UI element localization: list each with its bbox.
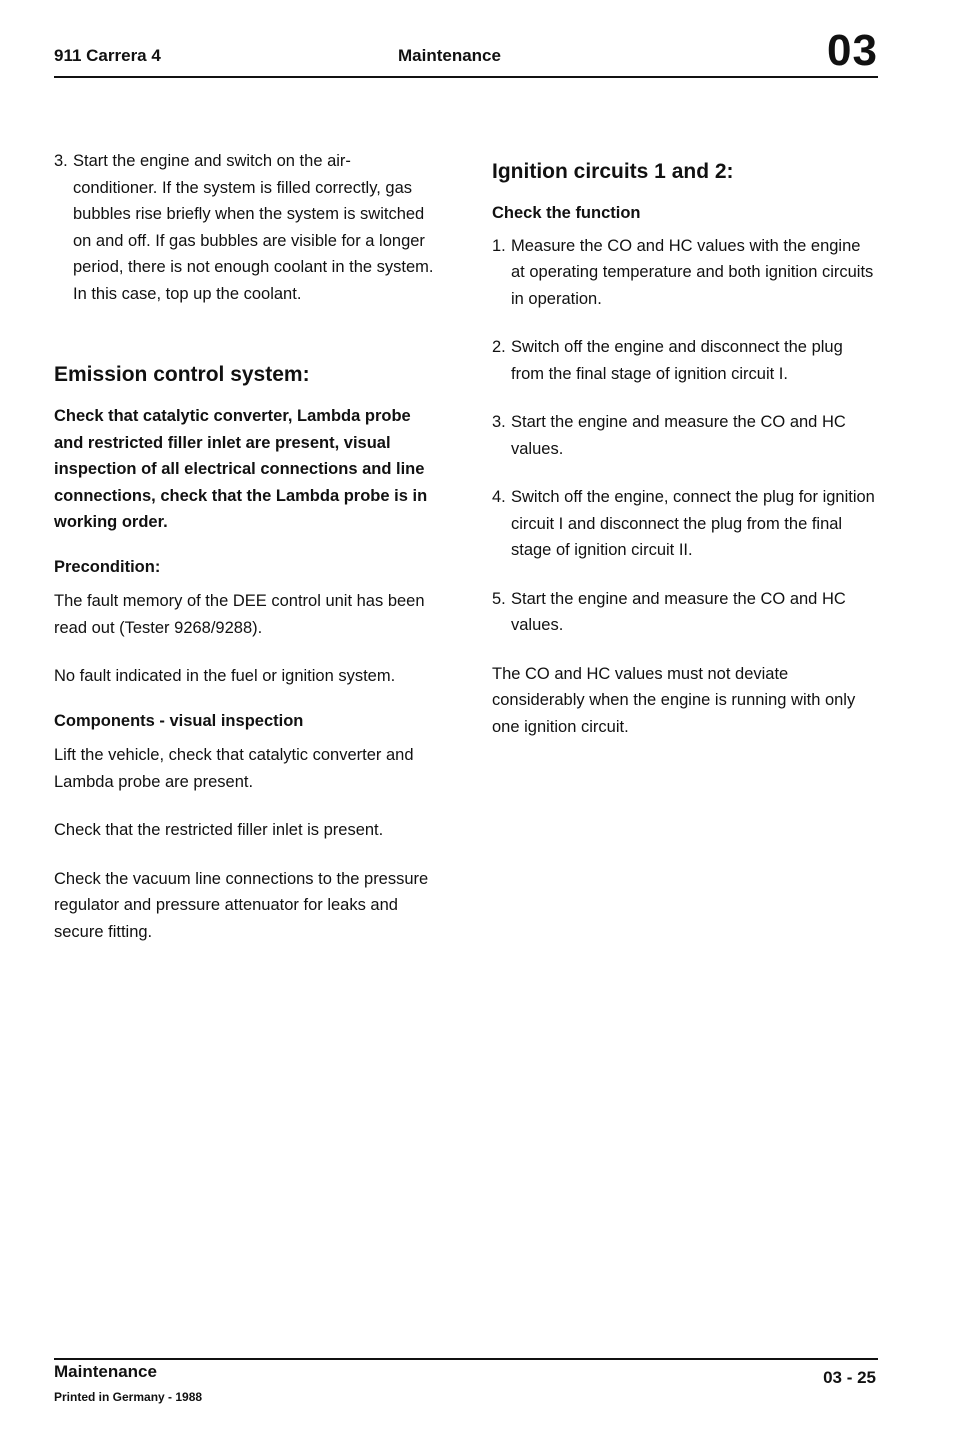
ignition-subheading: Check the function (492, 204, 641, 222)
vacuum-text: Check the vacuum line connections to the pressure regulator and pressure attenuator for leaks and secure fitting. (54, 869, 429, 941)
step-text: Switch off the engine and disconnect the plug from the final stage of ignition circuit I. (511, 338, 843, 383)
step-number: 2. (492, 338, 506, 356)
filler-text: Check that the restricted filler inlet is present. (54, 821, 384, 839)
list-item (492, 586, 877, 639)
list-item (54, 148, 434, 307)
footer-rule (54, 1358, 878, 1360)
header-rule (54, 76, 878, 78)
ignition-heading: Ignition circuits 1 and 2: (492, 160, 734, 183)
components-text: Lift the vehicle, check that catalytic converter and Lambda probe are present. (54, 746, 414, 791)
step-number: 3. (492, 413, 506, 431)
step-number: 3. (54, 152, 68, 170)
footer-title: Maintenance (54, 1362, 157, 1381)
precondition-text: The fault memory of the DEE control unit has been read out (Tester 9268/9288). (54, 592, 425, 637)
step-text: Start the engine and measure the CO and HC values. (511, 589, 846, 634)
step-text: Measure the CO and HC values with the engine at operating temperature and both ignition circuits in operation. (511, 236, 874, 308)
conclusion-text: The CO and HC values must not deviate considerably when the engine is running with only one ignition circuit. (492, 664, 856, 736)
header-model: 911 Carrera 4 (54, 46, 161, 65)
header-section: Maintenance (398, 46, 501, 65)
left-column (54, 148, 434, 945)
list-item (492, 409, 877, 462)
page-number: 03 - 25 (823, 1368, 876, 1387)
step-extra-text: In this case, top up the coolant. (73, 284, 302, 303)
emission-heading: Emission control system: (54, 363, 310, 386)
chapter-number: 03 (827, 26, 878, 75)
list-item (492, 334, 877, 387)
emission-subheading: Check that catalytic converter, Lambda probe and restricted filler inlet are present, visual inspection of all electrical connections and line connections, check that the Lambda probe is in working order. (54, 407, 428, 531)
right-column (492, 158, 877, 740)
list-item (492, 233, 877, 313)
components-heading: Components - visual inspection (54, 711, 304, 730)
footer-printed: Printed in Germany - 1988 (54, 1390, 203, 1404)
step-number: 4. (492, 488, 506, 506)
step-text: Start the engine and switch on the air-conditioner. If the system is filled correctly, gas bubbles rise briefly when the system is switched on and off. If gas bubbles are visible for a longer period, there is not enough coolant in the system. (73, 152, 434, 276)
step-text: Switch off the engine, connect the plug for ignition circuit I and disconnect the plug from the final stage of ignition circuit II. (511, 488, 875, 559)
precondition-heading: Precondition: (54, 557, 161, 576)
list-item (492, 484, 877, 564)
step-number: 5. (492, 589, 506, 608)
no-fault-text: No fault indicated in the fuel or ignition system. (54, 667, 396, 685)
step-number: 1. (492, 236, 506, 255)
step-text: Start the engine and measure the CO and HC values. (511, 413, 846, 458)
